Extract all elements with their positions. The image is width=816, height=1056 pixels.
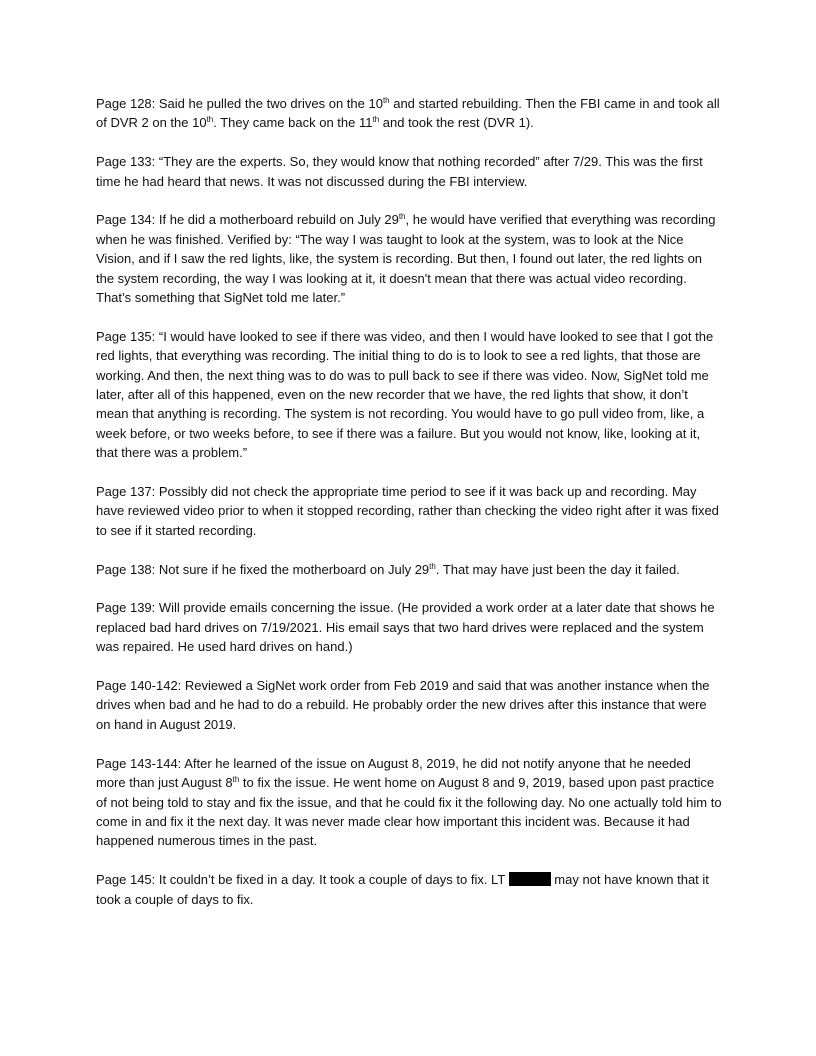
paragraph-p138: [96, 560, 722, 579]
paragraph-text: Page 143-144: After he learned of the issue on August 8, 2019, he did not notify anyone that he needed more than just August 8: [96, 755, 691, 791]
ordinal-superscript: th: [398, 212, 406, 222]
paragraph-text: Page 145: It couldn’t be fixed in a day. It took a couple of days to fix. LT: [96, 872, 509, 888]
paragraph-p145: [96, 870, 722, 909]
paragraph-p135: [96, 327, 722, 463]
paragraph-p133: [96, 152, 722, 191]
paragraph-text: Page 140-142: Reviewed a SigNet work order from Feb 2019 and said that was another instance when the drives when bad and he had to do a rebuild. He probably order the new drives after this instance that were on hand in August 2019.: [96, 678, 710, 732]
paragraph-p128: [96, 94, 722, 133]
paragraph-text: Page 138: Not sure if he fixed the motherboard on July 29: [96, 561, 430, 577]
paragraph-text: may not have known that it took a couple of days to fix.: [96, 872, 709, 907]
paragraph-text: Page 135: “I would have looked to see if there was video, and then I would have looked to see that I got the red lights, that everything was recording. The initial thing to do is to look to see a red lights, that those are working. And then, the next thing was to do was to pull back to see if there was video. Now, SigNet told me later, after all of this happened, even on the new recorder that we have, the red lights that show, it don’t mean that anything is recording. The system is not recording. You would have to go pull video from, like, a week before, or two weeks before, to see if there was a failure. But you would not know, like, looking at it, that there was a problem.”: [96, 328, 714, 461]
paragraph-p134: [96, 210, 722, 307]
ordinal-superscript: th: [429, 561, 436, 571]
paragraph-text: Page 134: If he did a motherboard rebuild on July 29: [96, 212, 399, 228]
document-body: [96, 94, 722, 928]
paragraph-text: Page 137: Possibly did not check the appropriate time period to see if it was back up and recording. May have reviewed video prior to when it stopped recording, rather than checking the video right after it was fixed to see if it started recording.: [96, 484, 719, 538]
paragraph-p139: [96, 598, 722, 656]
paragraph-text: and took the rest (DVR 1).: [379, 115, 534, 131]
redaction-block: [509, 872, 551, 886]
ordinal-superscript: th: [206, 115, 214, 125]
paragraph-p140: [96, 676, 722, 734]
ordinal-superscript: th: [232, 775, 240, 785]
ordinal-superscript: th: [382, 96, 390, 105]
paragraph-text: , he would have verified that everything was recording when he was finished. Verified by: “The way I was taught to look at the system, was to look at the Nice Vision, and if I saw the red lights, like, the system is recording. But then, I found out later, the red lights on the system recording, the way I was looking at it, it doesn't mean that there was actual video recording. That’s something that SigNet told me later.”: [96, 212, 716, 306]
paragraph-text: and started rebuilding. Then the FBI came in and took all of DVR 2 on the 10: [96, 96, 720, 131]
paragraph-text: Page 133: “They are the experts. So, they would know that nothing recorded” after 7/29. This was the first time he had heard that news. It was not discussed during the FBI interview.: [96, 154, 703, 189]
paragraph-p143: [96, 754, 722, 851]
ordinal-superscript: th: [372, 115, 380, 125]
paragraph-text: Page 128: Said he pulled the two drives on the 10: [96, 96, 383, 111]
paragraph-text: Page 139: Will provide emails concerning the issue. (He provided a work order at a later date that shows he replaced bad hard drives on 7/19/2021. His email says that two hard drives were replaced and the system was repaired. He used hard drives on hand.): [96, 600, 715, 655]
paragraph-p137: [96, 482, 722, 540]
paragraph-text: . They came back on the 11: [213, 115, 373, 131]
paragraph-text: to fix the issue. He went home on August 8 and 9, 2019, based upon past practice of not being told to stay and fix the issue, and that he could fix it the following day. No one actually told him to come in and fix it the next day. It was never made clear how important this incident was. Because it had happened numerous times in the past.: [96, 775, 722, 849]
paragraph-text: . That may have just been the day it failed.: [435, 561, 680, 577]
